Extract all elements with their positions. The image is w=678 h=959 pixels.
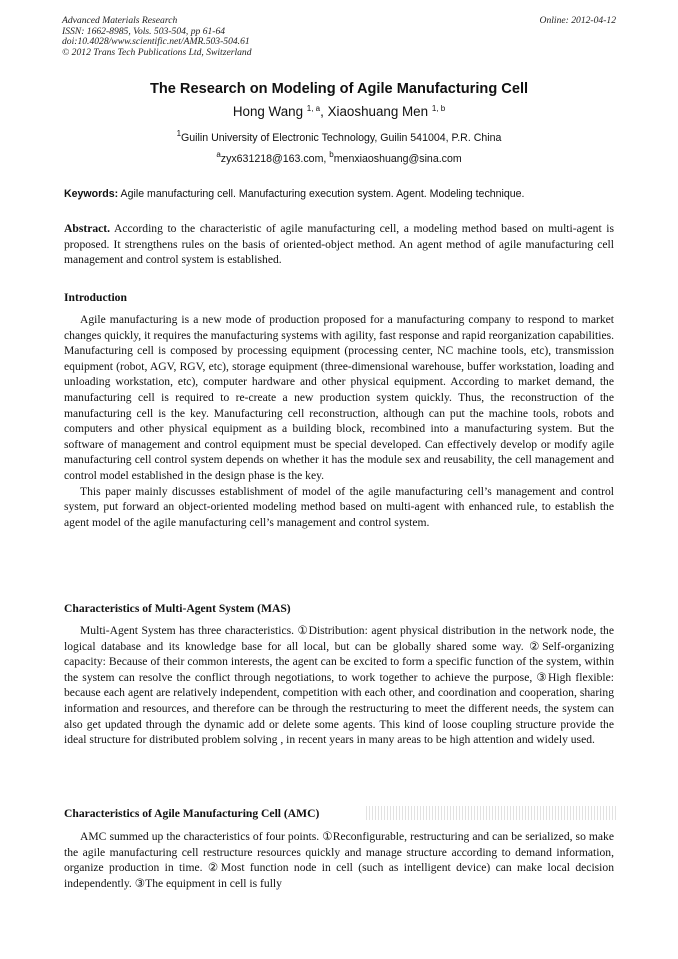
email-superscript: a	[216, 150, 221, 159]
section-body	[64, 312, 614, 530]
author-superscript: 1, a	[306, 104, 321, 113]
journal-header	[62, 16, 616, 58]
section-body	[64, 829, 614, 891]
section-heading: Characteristics of Agile Manufacturing Cell (AMC)	[64, 807, 320, 820]
paragraph: Multi-Agent System has three characteristics. ①Distribution: agent physical distribution in the network node, the logical database and its knowledge base for all local, but can be globally shared some way. ②Self-organizing capacity: Because of their common interests, the agent can be excited to form a specific function of the system, within the system can resolve the conflict through negotiations, to work together to achieve the purpose, ③High flexible: because each agent are relatively independent, competition with each other, and coordination and cooperation, sharing information and resources, and therefore can be through the restructuring to meet the different needs, the system can also get updated through the dynamic add or delete some agents. This kind of loose coupling structure provide the ideal structure for distributed problem solving , in recent years in many areas to be high attention and widely used.	[64, 624, 614, 747]
email-address: menxiaoshuang@sina.com	[333, 153, 462, 165]
author-separator: ,	[320, 104, 328, 119]
paper-title: The Research on Modeling of Agile Manufacturing Cell	[149, 81, 529, 97]
keywords-label: Keywords:	[64, 188, 119, 200]
email-address: zyx631218@163.com,	[220, 153, 330, 165]
keywords-text: Agile manufacturing cell. Manufacturing execution system. Agent. Modeling technique.	[118, 188, 525, 200]
journal-name: Advanced Materials Research	[62, 15, 178, 26]
affiliation-text: Guilin University of Electronic Technology, Guilin 541004, P.R. China	[181, 132, 502, 144]
author-name: Hong Wang	[232, 104, 304, 119]
author-name: Xiaoshuang Men	[327, 104, 429, 119]
abstract-label: Abstract.	[64, 222, 111, 235]
online-date: Online: 2012-04-12	[539, 15, 616, 26]
keywords	[64, 187, 616, 201]
author-list	[62, 103, 616, 121]
section-heading: Characteristics of Multi-Agent System (MAS)	[64, 602, 291, 615]
paragraph: This paper mainly discusses establishment of model of the agile manufacturing cell’s management and control system, put forward an object-oriented modeling method based on multi-agent with enhanced rule, to establish the agent model of the agile manufacturing cell’s management and control system.	[64, 484, 614, 529]
copyright-line: © 2012 Trans Tech Publications Ltd, Switzerland	[62, 46, 252, 58]
affiliation	[62, 131, 616, 145]
paragraph: AMC summed up the characteristics of four points. ①Reconfigurable, restructuring and can be serialized, so make the agile manufacturing cell restructure resources quickly and manage structure according to demand information, organize production in time. ②Most function node in cell (such as intelligent device) can make local decision independently. ③The equipment in cell is fully	[64, 830, 614, 890]
email-line	[62, 152, 616, 166]
email-superscript: b	[329, 150, 334, 159]
doi-line: doi:10.4028/www.scientific.net/AMR.503-504.61	[62, 36, 250, 48]
author-superscript: 1, b	[431, 104, 446, 113]
issn-line: ISSN: 1662-8985, Vols. 503-504, pp 61-64	[62, 25, 226, 37]
abstract-text: According to the characteristic of agile manufacturing cell, a modeling method based on multi-agent is proposed. It strengthens rules on the basis of oriented-object method. An agent method of agile manufacturing cell management and control system is established.	[64, 222, 614, 267]
paragraph: Agile manufacturing is a new mode of production proposed for a manufacturing company to respond to market changes quickly, it requires the manufacturing systems with agility, fast response and rapid reorganization capabilities. Manufacturing cell is composed by processing equipment (processing center, NC machine tools, etc), transmission equipment (robot, AGV, RGV, etc), storage equipment (three-dimensional warehouse, buffer workstation, loading and unloading workstation, etc), computer hardware and other physical equipment. According to market demand, the manufacturing cell is required to re-create a new production system quickly. Thus, the reconstruction of the manufacturing cell is the key. Manufacturing cell reconstruction, although can put the machine tools, robots and computers and other physical equipment as a building block, recombined into a manufacturing system. But the software of management and control equipment must be special developed. Can effectively develop or modify agile manufacturing cell control system depends on whether it has the module sex and reusability, the cell management and control model established in the design phase is the key.	[64, 313, 614, 482]
section-heading: Introduction	[64, 291, 127, 304]
abstract	[64, 221, 614, 268]
section-body	[64, 623, 614, 748]
affiliation-superscript: 1	[176, 129, 182, 138]
